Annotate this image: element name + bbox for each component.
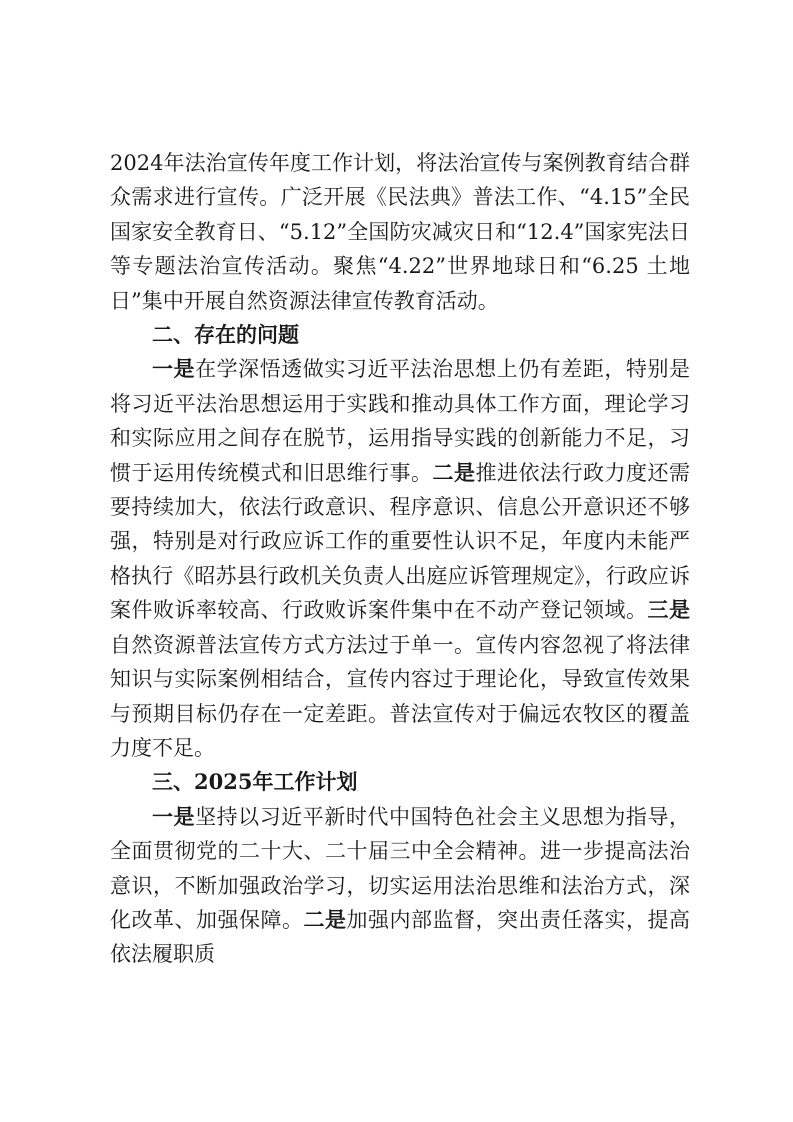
bold-keyword: 二是 <box>303 906 347 932</box>
body-paragraph <box>110 800 690 972</box>
text-run: 自然资源普法宣传方式方法过于单一。宣传内容忽视了将法律知识与实际案例相结合，宣传内容过于理论化，导致宣传效果与预期目标仍存在一定差距。普法宣传对于偏远农牧区的覆盖力度不足。 <box>110 632 690 760</box>
section-heading <box>110 318 690 352</box>
text-run: 在学深悟透做实习近平法治思想上仍有差距，特别是将习近平法治思想运用于实践和推动具体工作方面，理论学习和实际应用之间存在脱节，运用指导实践的创新能力不足，习惯于运用传统模式和旧思维行事。 <box>110 357 691 485</box>
text-run: 推进依法行政力度还需要持续加大，依法行政意识、程序意识、信息公开意识还不够强，特别是对行政应诉工作的重要性认识不足，年度内未能严格执行《昭苏县行政机关负责人出庭应诉管理规定》，行政应诉案件败诉率较高、行政败诉案件集中在不动产登记领域。 <box>110 460 690 623</box>
text-run: 加强内部监督，突出责任落实，提高依法履职质 <box>110 907 690 967</box>
bold-keyword: 一是 <box>152 356 196 382</box>
body-paragraph <box>110 352 690 765</box>
text-run: 坚持以习近平新时代中国特色社会主义思想为指导，全面贯彻党的二十大、二十届三中全会精神。进一步提高法治意识，不断加强政治学习，切实运用法治思维和法治方式，深化改革、加强保障。 <box>110 804 691 932</box>
body-paragraph <box>110 146 690 318</box>
bold-keyword: 二是 <box>432 459 476 485</box>
bold-keyword: 三是 <box>647 597 690 623</box>
bold-keyword: 三、2025年工作计划 <box>152 769 358 795</box>
text-run: 2024年法治宣传年度工作计划，将法治宣传与案例教育结合群众需求进行宣传。广泛开展《民法典》普法工作、“4.15”全民国家安全教育日、“5.12”全国防灾减灾日和“12.4”国家宪法日等专题法治宣传活动。聚焦“4.22”世界地球日和“6.25 土地日”集中开展自然资源法律宣传教育活动。 <box>110 151 690 313</box>
bold-keyword: 一是 <box>152 803 196 829</box>
bold-keyword: 二、存在的问题 <box>152 322 299 348</box>
document-body <box>110 146 690 972</box>
section-heading <box>110 765 690 799</box>
